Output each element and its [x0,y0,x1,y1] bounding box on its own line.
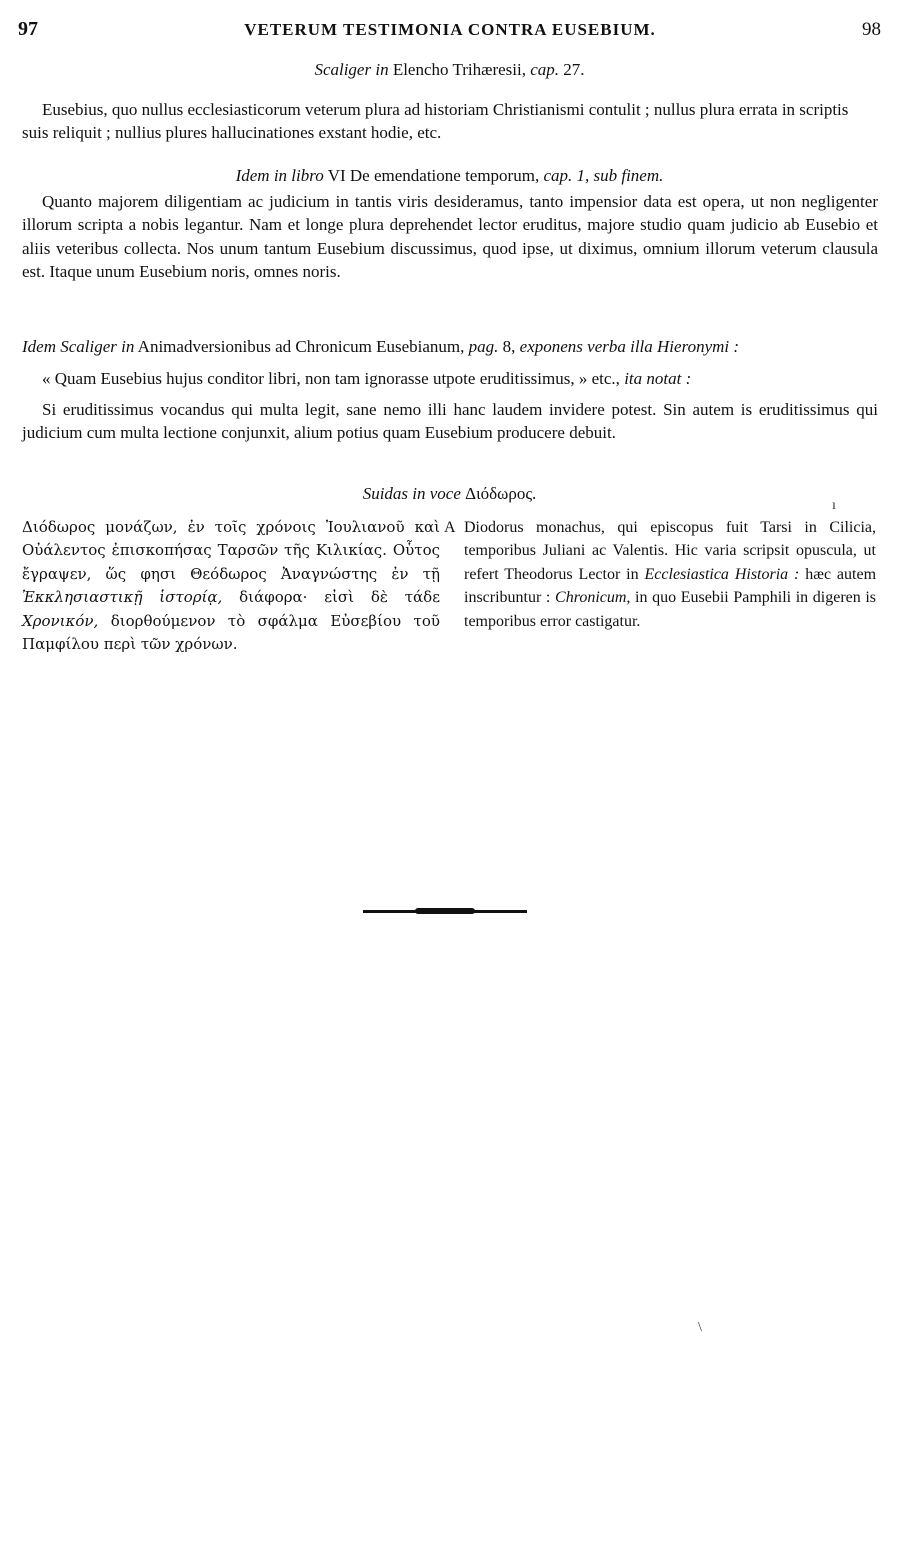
paragraph: Eusebius, quo nullus ecclesiasticorum veterum plura ad historiam Christianismi contulit ; nullus plura errata in scriptis suis reliquit ; nullius plures hallucinationes exstant hodie, etc. [22,100,849,143]
quote: « Quam Eusebius hujus conditor libri, non tam ignorasse utpote eruditissimus, » etc., [42,369,620,388]
source-num: 27. [563,60,585,79]
stray-mark: \ [698,1320,702,1335]
latin-italic: Chronicum, [555,589,631,607]
latin-text: in quo Eusebii Pamphili in digeren is temporibus error castigatur. [464,589,877,630]
source-cap: cap. [530,60,560,79]
greek-italic: Χρονικόν, [22,611,99,630]
source-lead: Suidas in voce [362,484,461,503]
latin-text: hæc autem inscribuntur : [464,565,877,607]
source-pag: pag. [468,337,499,356]
source-heading-animadversiones [22,335,878,358]
page-number-right: 98 [862,19,881,40]
page-number-left: 97 [18,18,38,40]
text-block-1 [22,98,878,145]
source-work: De emendatione temporum, [349,166,540,185]
source-work: Elencho Trihæresii, [392,60,526,79]
source-lead: Idem in libro [235,166,324,185]
source-author: Scaliger [314,60,372,79]
latin-column [464,516,876,633]
latin-italic: Ecclesiastica Historia : [644,565,800,583]
quote-note: ita notat : [624,369,692,388]
source-num: VI [327,166,346,185]
page-title: VETERUM TESTIMONIA CONTRA EUSEBIUM. [244,20,656,39]
source-lead: Idem Scaliger in [22,337,135,356]
greek-column [22,516,440,656]
source-num: 8, [502,337,516,356]
source-cap: cap. 1, sub finem. [543,166,664,185]
column-marker: A [444,519,456,536]
text-block-3 [22,398,878,445]
source-in: in [375,60,389,79]
source-heading-scaliger [0,60,899,80]
paragraph: Si eruditissimus vocandus qui multa legit, sane nemo illi hanc laudem invidere potest. Sin autem is eruditissimus qui judicium cum multa lectione conjunxit, alium potius quam Eusebium producere debuit. [22,400,878,443]
source-word: Διόδωρος. [465,484,537,503]
end-rule-ornament [415,908,475,914]
source-heading-suidas [0,484,899,504]
source-work: Animadversionibus ad Chronicum Eusebianum, [137,337,465,356]
greek-text: διάφορα· εἰσὶ δὲ τάδε [239,588,440,607]
greek-italic: Ἐκκλησιαστικῇ ἱστορίᾳ, [22,588,223,607]
source-rest: exponens verba illa Hieronymi : [519,337,740,356]
latin-text: Diodorus monachus, qui episcopus fuit Tarsi in Cilicia, temporibus Juliani ac Valentis. Hic varia scripsit opuscula, ut refert Theodorus Lector in [464,519,876,583]
stray-mark: ı [832,498,836,513]
paragraph: Quanto majorem diligentiam ac judicium in tantis viris desideramus, tanto impensior data est opera, ut non negligenter illorum scripta a nobis legantur. Nam et longe plura deprehendet lector eruditus, majore studio quam judicio ab Eusebio et aliis veteribus collecta. Nos unum tantum Eusebium discussimus, quod ipse, ut diximus, omnium illorum veterum clausula est. Itaque unum Eusebium noris, omnes noris. [22,192,878,281]
source-heading-emendatione [0,166,899,186]
greek-text: Διόδωρος μονάζων, ἐν τοῖς χρόνοις Ἰουλιανοῦ καὶ Οὐάλεντος ἐπισκοπήσας Ταρσῶν τῆς Κιλικίας. Οὗτος ἔγραψεν, ὥς φησι Θεόδωρος Ἀναγνώστης ἐν τῇ [22,518,440,583]
running-head [18,18,881,46]
text-block-2 [22,190,878,283]
quote-line [22,367,878,390]
greek-text: διορθούμενον τὸ σφάλμα Εὐσεβίου τοῦ Παμφίλου περὶ τῶν χρόνων. [22,611,440,654]
